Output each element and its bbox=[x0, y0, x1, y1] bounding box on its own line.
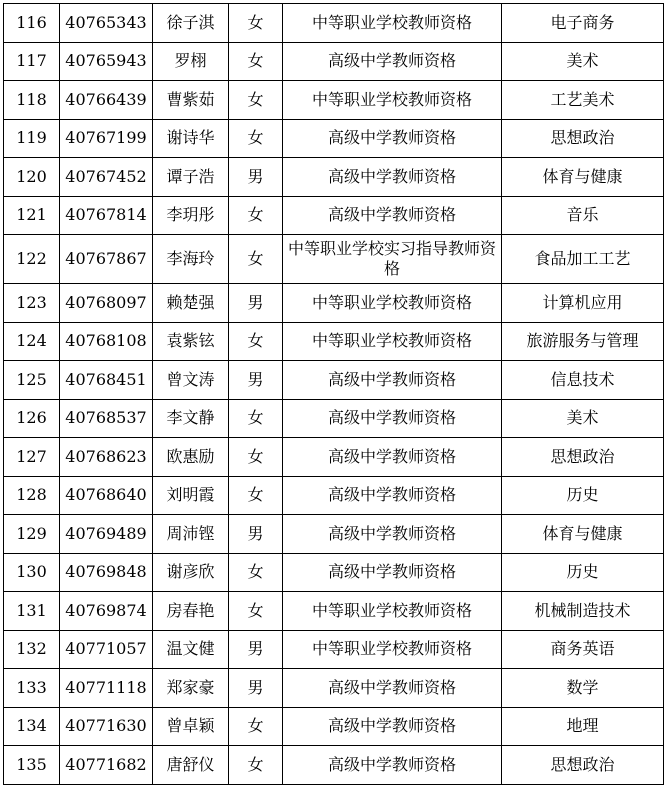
row-number-cell: 132 bbox=[4, 630, 60, 669]
candidate-id-cell: 40768623 bbox=[60, 438, 153, 477]
qualification-cell: 高级中学教师资格 bbox=[283, 361, 502, 400]
gender-cell: 女 bbox=[229, 746, 283, 785]
subject-cell: 工艺美术 bbox=[502, 81, 664, 120]
candidate-id-cell: 40766439 bbox=[60, 81, 153, 120]
candidate-id-cell: 40765943 bbox=[60, 42, 153, 81]
gender-cell: 女 bbox=[229, 553, 283, 592]
qualification-cell: 高级中学教师资格 bbox=[283, 438, 502, 477]
qualification-cell: 高级中学教师资格 bbox=[283, 476, 502, 515]
row-number-cell: 133 bbox=[4, 669, 60, 708]
row-number-cell: 125 bbox=[4, 361, 60, 400]
row-number-cell: 128 bbox=[4, 476, 60, 515]
table-row bbox=[4, 399, 664, 438]
subject-cell: 体育与健康 bbox=[502, 158, 664, 197]
subject-cell: 商务英语 bbox=[502, 630, 664, 669]
table-row bbox=[4, 284, 664, 323]
table-row bbox=[4, 119, 664, 158]
row-number-cell: 134 bbox=[4, 707, 60, 746]
subject-cell: 数学 bbox=[502, 669, 664, 708]
row-number-cell: 131 bbox=[4, 592, 60, 631]
name-cell: 谢诗华 bbox=[153, 119, 229, 158]
name-cell: 欧惠励 bbox=[153, 438, 229, 477]
gender-cell: 女 bbox=[229, 42, 283, 81]
table-row bbox=[4, 81, 664, 120]
qualification-cell: 中等职业学校教师资格 bbox=[283, 322, 502, 361]
gender-cell: 女 bbox=[229, 476, 283, 515]
row-number-cell: 130 bbox=[4, 553, 60, 592]
candidate-id-cell: 40768451 bbox=[60, 361, 153, 400]
gender-cell: 女 bbox=[229, 119, 283, 158]
subject-cell: 计算机应用 bbox=[502, 284, 664, 323]
qualification-cell: 高级中学教师资格 bbox=[283, 669, 502, 708]
gender-cell: 男 bbox=[229, 515, 283, 554]
name-cell: 唐舒仪 bbox=[153, 746, 229, 785]
gender-cell: 女 bbox=[229, 322, 283, 361]
qualification-cell: 中等职业学校教师资格 bbox=[283, 4, 502, 43]
table-row bbox=[4, 592, 664, 631]
row-number-cell: 118 bbox=[4, 81, 60, 120]
name-cell: 温文健 bbox=[153, 630, 229, 669]
gender-cell: 女 bbox=[229, 399, 283, 438]
candidate-id-cell: 40768097 bbox=[60, 284, 153, 323]
table-row bbox=[4, 158, 664, 197]
candidate-id-cell: 40768537 bbox=[60, 399, 153, 438]
qualification-cell: 中等职业学校教师资格 bbox=[283, 592, 502, 631]
subject-cell: 电子商务 bbox=[502, 4, 664, 43]
candidate-id-cell: 40771682 bbox=[60, 746, 153, 785]
name-cell: 房春艳 bbox=[153, 592, 229, 631]
subject-cell: 历史 bbox=[502, 476, 664, 515]
row-number-cell: 123 bbox=[4, 284, 60, 323]
row-number-cell: 116 bbox=[4, 4, 60, 43]
table-row bbox=[4, 361, 664, 400]
subject-cell: 信息技术 bbox=[502, 361, 664, 400]
row-number-cell: 121 bbox=[4, 196, 60, 235]
roster-table bbox=[3, 3, 664, 785]
subject-cell: 旅游服务与管理 bbox=[502, 322, 664, 361]
name-cell: 罗栩 bbox=[153, 42, 229, 81]
name-cell: 周沛铿 bbox=[153, 515, 229, 554]
candidate-id-cell: 40767867 bbox=[60, 235, 153, 284]
candidate-id-cell: 40768108 bbox=[60, 322, 153, 361]
table-row bbox=[4, 669, 664, 708]
table-row bbox=[4, 746, 664, 785]
name-cell: 李海玲 bbox=[153, 235, 229, 284]
table-row bbox=[4, 235, 664, 284]
name-cell: 谢彦欣 bbox=[153, 553, 229, 592]
qualification-cell: 高级中学教师资格 bbox=[283, 707, 502, 746]
row-number-cell: 119 bbox=[4, 119, 60, 158]
subject-cell: 美术 bbox=[502, 399, 664, 438]
name-cell: 曾卓颖 bbox=[153, 707, 229, 746]
table-row bbox=[4, 4, 664, 43]
gender-cell: 女 bbox=[229, 707, 283, 746]
row-number-cell: 126 bbox=[4, 399, 60, 438]
roster-body bbox=[4, 4, 664, 785]
table-row bbox=[4, 42, 664, 81]
name-cell: 袁紫铉 bbox=[153, 322, 229, 361]
table-row bbox=[4, 515, 664, 554]
name-cell: 谭子浩 bbox=[153, 158, 229, 197]
qualification-cell: 高级中学教师资格 bbox=[283, 746, 502, 785]
gender-cell: 女 bbox=[229, 81, 283, 120]
gender-cell: 男 bbox=[229, 630, 283, 669]
row-number-cell: 127 bbox=[4, 438, 60, 477]
gender-cell: 女 bbox=[229, 196, 283, 235]
table-row bbox=[4, 707, 664, 746]
table-row bbox=[4, 322, 664, 361]
row-number-cell: 135 bbox=[4, 746, 60, 785]
qualification-cell: 中等职业学校实习指导教师资格 bbox=[283, 235, 502, 284]
qualification-cell: 高级中学教师资格 bbox=[283, 158, 502, 197]
qualification-cell: 中等职业学校教师资格 bbox=[283, 630, 502, 669]
table-row bbox=[4, 553, 664, 592]
gender-cell: 男 bbox=[229, 284, 283, 323]
table-row bbox=[4, 196, 664, 235]
name-cell: 徐子淇 bbox=[153, 4, 229, 43]
subject-cell: 机械制造技术 bbox=[502, 592, 664, 631]
candidate-id-cell: 40767199 bbox=[60, 119, 153, 158]
gender-cell: 男 bbox=[229, 158, 283, 197]
subject-cell: 体育与健康 bbox=[502, 515, 664, 554]
gender-cell: 女 bbox=[229, 592, 283, 631]
gender-cell: 女 bbox=[229, 438, 283, 477]
qualification-cell: 中等职业学校教师资格 bbox=[283, 284, 502, 323]
gender-cell: 女 bbox=[229, 235, 283, 284]
candidate-id-cell: 40768640 bbox=[60, 476, 153, 515]
row-number-cell: 122 bbox=[4, 235, 60, 284]
name-cell: 李玥彤 bbox=[153, 196, 229, 235]
name-cell: 曹紫茹 bbox=[153, 81, 229, 120]
candidate-id-cell: 40769848 bbox=[60, 553, 153, 592]
candidate-id-cell: 40767452 bbox=[60, 158, 153, 197]
subject-cell: 食品加工工艺 bbox=[502, 235, 664, 284]
subject-cell: 思想政治 bbox=[502, 438, 664, 477]
qualification-cell: 高级中学教师资格 bbox=[283, 515, 502, 554]
candidate-id-cell: 40765343 bbox=[60, 4, 153, 43]
row-number-cell: 129 bbox=[4, 515, 60, 554]
subject-cell: 思想政治 bbox=[502, 119, 664, 158]
qualification-cell: 中等职业学校教师资格 bbox=[283, 81, 502, 120]
subject-cell: 历史 bbox=[502, 553, 664, 592]
name-cell: 曾文涛 bbox=[153, 361, 229, 400]
candidate-id-cell: 40771118 bbox=[60, 669, 153, 708]
candidate-id-cell: 40771057 bbox=[60, 630, 153, 669]
qualification-cell: 高级中学教师资格 bbox=[283, 399, 502, 438]
row-number-cell: 120 bbox=[4, 158, 60, 197]
row-number-cell: 124 bbox=[4, 322, 60, 361]
qualification-cell: 高级中学教师资格 bbox=[283, 42, 502, 81]
table-row bbox=[4, 438, 664, 477]
candidate-id-cell: 40771630 bbox=[60, 707, 153, 746]
table-row bbox=[4, 476, 664, 515]
table-row bbox=[4, 630, 664, 669]
qualification-cell: 高级中学教师资格 bbox=[283, 553, 502, 592]
name-cell: 刘明霞 bbox=[153, 476, 229, 515]
name-cell: 郑家豪 bbox=[153, 669, 229, 708]
gender-cell: 男 bbox=[229, 361, 283, 400]
name-cell: 李文静 bbox=[153, 399, 229, 438]
qualification-cell: 高级中学教师资格 bbox=[283, 119, 502, 158]
name-cell: 赖楚强 bbox=[153, 284, 229, 323]
subject-cell: 美术 bbox=[502, 42, 664, 81]
candidate-id-cell: 40767814 bbox=[60, 196, 153, 235]
gender-cell: 男 bbox=[229, 669, 283, 708]
gender-cell: 女 bbox=[229, 4, 283, 43]
candidate-id-cell: 40769874 bbox=[60, 592, 153, 631]
candidate-id-cell: 40769489 bbox=[60, 515, 153, 554]
subject-cell: 音乐 bbox=[502, 196, 664, 235]
subject-cell: 思想政治 bbox=[502, 746, 664, 785]
qualification-cell: 高级中学教师资格 bbox=[283, 196, 502, 235]
subject-cell: 地理 bbox=[502, 707, 664, 746]
row-number-cell: 117 bbox=[4, 42, 60, 81]
